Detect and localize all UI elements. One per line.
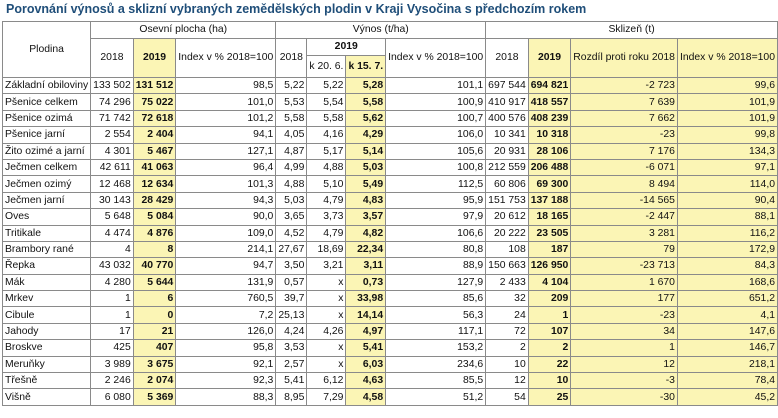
row-label: Cibule	[3, 307, 91, 323]
cell-s2019: 69 300	[528, 176, 571, 192]
row-label: Mák	[3, 274, 91, 290]
cell-sidx: 218,1	[677, 356, 777, 372]
cell-aidx: 760,5	[176, 291, 276, 307]
cell-v2018: 4,05	[276, 127, 307, 143]
cell-v15: 3,57	[346, 209, 386, 225]
cell-v20: 7,29	[307, 389, 346, 405]
cell-a2019: 5 084	[133, 209, 176, 225]
cell-v2018: 5,22	[276, 78, 307, 94]
cell-s2019: 10 318	[528, 127, 571, 143]
cell-aidx: 7,2	[176, 307, 276, 323]
cell-vidx: 56,3	[386, 307, 486, 323]
cell-v2018: 39,7	[276, 291, 307, 307]
cell-s2018: 151 753	[486, 192, 529, 208]
cell-v15: 14,14	[346, 307, 386, 323]
table-row	[3, 340, 778, 356]
cell-v2018: 0,57	[276, 274, 307, 290]
header-s-index: Index v % 2018=100	[677, 39, 777, 78]
cell-s2018: 697 544	[486, 78, 529, 94]
row-label: Tritikale	[3, 225, 91, 241]
cell-s2019: 187	[528, 241, 571, 257]
cell-sdiff: 1	[571, 340, 678, 356]
cell-v15: 33,98	[346, 291, 386, 307]
cell-sdiff: -3	[571, 373, 678, 389]
cell-s2019: 25	[528, 389, 571, 405]
cell-v15: 4,63	[346, 373, 386, 389]
cell-a2019: 12 634	[133, 176, 176, 192]
cell-sdiff: 7 639	[571, 94, 678, 110]
table-row	[3, 78, 778, 94]
table-row	[3, 127, 778, 143]
cell-aidx: 109,0	[176, 225, 276, 241]
row-label: Žito ozimé a jarní	[3, 143, 91, 159]
row-label: Brambory rané	[3, 241, 91, 257]
cell-a2018: 6 080	[91, 389, 134, 405]
cell-sdiff: 7 176	[571, 143, 678, 159]
cell-v20: x	[307, 307, 346, 323]
cell-sidx: 88,1	[677, 209, 777, 225]
header-k15: k 15. 7.	[346, 56, 386, 78]
cell-vidx: 88,9	[386, 258, 486, 274]
cell-s2019: 10	[528, 373, 571, 389]
cell-sdiff: 12	[571, 356, 678, 372]
cell-v15: 5,41	[346, 340, 386, 356]
cell-s2018: 32	[486, 291, 529, 307]
cell-v20: 4,26	[307, 323, 346, 339]
cell-sidx: 78,4	[677, 373, 777, 389]
header-a-index: Index v % 2018=100	[176, 39, 276, 78]
cell-a2018: 2 554	[91, 127, 134, 143]
cell-v2018: 25,13	[276, 307, 307, 323]
cell-v20: 5,58	[307, 110, 346, 126]
cell-v15: 6,03	[346, 356, 386, 372]
cell-sdiff: -6 071	[571, 159, 678, 175]
cell-vidx: 97,9	[386, 209, 486, 225]
table-row	[3, 209, 778, 225]
header-k20: k 20. 6.	[307, 56, 346, 78]
cell-aidx: 101,2	[176, 110, 276, 126]
header-a2019: 2019	[133, 39, 176, 78]
cell-v15: 5,49	[346, 176, 386, 192]
cell-a2018: 133 502	[91, 78, 134, 94]
header-s-rozdil: Rozdíl proti roku 2018	[571, 39, 678, 78]
cell-v15: 5,62	[346, 110, 386, 126]
row-label: Ječmen ozimý	[3, 176, 91, 192]
table-row	[3, 176, 778, 192]
cell-v20: 18,69	[307, 241, 346, 257]
cell-a2018: 1	[91, 307, 134, 323]
cell-sdiff: 8 494	[571, 176, 678, 192]
cell-a2019: 3 675	[133, 356, 176, 372]
cell-v20: 4,79	[307, 225, 346, 241]
cell-sidx: 99,6	[677, 78, 777, 94]
cell-aidx: 131,9	[176, 274, 276, 290]
header-v2018: 2018	[276, 39, 307, 78]
cell-s2019: 694 821	[528, 78, 571, 94]
cell-sidx: 101,9	[677, 110, 777, 126]
cell-a2019: 131 512	[133, 78, 176, 94]
row-label: Broskve	[3, 340, 91, 356]
cell-sdiff: -30	[571, 389, 678, 405]
cell-s2018: 60 806	[486, 176, 529, 192]
cell-sidx: 168,6	[677, 274, 777, 290]
cell-v2018: 3,53	[276, 340, 307, 356]
cell-v2018: 4,99	[276, 159, 307, 175]
cell-a2019: 41 063	[133, 159, 176, 175]
cell-sidx: 651,2	[677, 291, 777, 307]
cell-sdiff: 1 670	[571, 274, 678, 290]
cell-s2018: 20 931	[486, 143, 529, 159]
cell-s2018: 10	[486, 356, 529, 372]
table-row	[3, 192, 778, 208]
row-label: Jahody	[3, 323, 91, 339]
cell-a2018: 3 989	[91, 356, 134, 372]
cell-a2018: 74 296	[91, 94, 134, 110]
cell-v15: 5,58	[346, 94, 386, 110]
cell-a2018: 30 143	[91, 192, 134, 208]
row-label: Řepka	[3, 258, 91, 274]
cell-vidx: 100,8	[386, 159, 486, 175]
row-label: Pšenice celkem	[3, 94, 91, 110]
cell-aidx: 127,1	[176, 143, 276, 159]
cell-vidx: 106,0	[386, 127, 486, 143]
cell-v15: 5,03	[346, 159, 386, 175]
header-s2019: 2019	[528, 39, 571, 78]
header-v2019: 2019	[307, 39, 386, 56]
header-s2018: 2018	[486, 39, 529, 78]
cell-s2018: 20 222	[486, 225, 529, 241]
cell-sdiff: -14 565	[571, 192, 678, 208]
header-osevni-plocha: Osevní plocha (ha)	[91, 22, 276, 39]
cell-aidx: 101,0	[176, 94, 276, 110]
header-a2018: 2018	[91, 39, 134, 78]
cell-aidx: 88,3	[176, 389, 276, 405]
cell-v2018: 5,03	[276, 192, 307, 208]
cell-s2018: 410 917	[486, 94, 529, 110]
cell-s2018: 12	[486, 373, 529, 389]
cell-s2019: 209	[528, 291, 571, 307]
cell-vidx: 117,1	[386, 323, 486, 339]
cell-s2018: 108	[486, 241, 529, 257]
cell-a2018: 1	[91, 291, 134, 307]
cell-sidx: 101,9	[677, 94, 777, 110]
cell-a2018: 42 611	[91, 159, 134, 175]
table-row	[3, 307, 778, 323]
cell-aidx: 94,3	[176, 192, 276, 208]
row-label: Ječmen celkem	[3, 159, 91, 175]
cell-v2018: 2,57	[276, 356, 307, 372]
cell-aidx: 95,8	[176, 340, 276, 356]
cell-v20: 3,21	[307, 258, 346, 274]
cell-a2018: 425	[91, 340, 134, 356]
cell-vidx: 127,9	[386, 274, 486, 290]
cell-s2019: 1	[528, 307, 571, 323]
cell-sdiff: 79	[571, 241, 678, 257]
cell-s2018: 2	[486, 340, 529, 356]
table-row	[3, 291, 778, 307]
cell-a2018: 4 280	[91, 274, 134, 290]
cell-vidx: 101,1	[386, 78, 486, 94]
cell-sidx: 116,2	[677, 225, 777, 241]
cell-v20: 4,79	[307, 192, 346, 208]
cell-a2019: 40 770	[133, 258, 176, 274]
cell-v20: x	[307, 356, 346, 372]
table-row	[3, 373, 778, 389]
table-row	[3, 356, 778, 372]
cell-s2018: 10 341	[486, 127, 529, 143]
cell-v15: 4,97	[346, 323, 386, 339]
cell-sdiff: -2 447	[571, 209, 678, 225]
cell-v2018: 27,67	[276, 241, 307, 257]
cell-vidx: 100,7	[386, 110, 486, 126]
cell-sidx: 84,3	[677, 258, 777, 274]
cell-a2018: 17	[91, 323, 134, 339]
cell-sidx: 4,1	[677, 307, 777, 323]
page-title: Porovnání výnosů a sklizní vybraných zemědělských plodin v Kraji Vysočina s předchozím rokem	[6, 2, 587, 16]
cell-s2019: 418 557	[528, 94, 571, 110]
cell-v2018: 5,53	[276, 94, 307, 110]
cell-v2018: 4,87	[276, 143, 307, 159]
cell-a2019: 2 074	[133, 373, 176, 389]
cell-a2018: 71 742	[91, 110, 134, 126]
table-row	[3, 241, 778, 257]
cell-v2018: 4,88	[276, 176, 307, 192]
cell-sidx: 90,4	[677, 192, 777, 208]
cell-v15: 5,28	[346, 78, 386, 94]
row-label: Oves	[3, 209, 91, 225]
cell-sidx: 134,3	[677, 143, 777, 159]
cell-s2019: 107	[528, 323, 571, 339]
cell-v2018: 8,95	[276, 389, 307, 405]
row-label: Základní obiloviny	[3, 78, 91, 94]
row-label: Meruňky	[3, 356, 91, 372]
cell-s2018: 24	[486, 307, 529, 323]
cell-v2018: 3,50	[276, 258, 307, 274]
cell-v15: 4,82	[346, 225, 386, 241]
cell-sidx: 172,9	[677, 241, 777, 257]
cell-a2018: 12 468	[91, 176, 134, 192]
cell-vidx: 51,2	[386, 389, 486, 405]
cell-v15: 4,29	[346, 127, 386, 143]
table-row	[3, 94, 778, 110]
crop-comparison-table	[2, 21, 778, 406]
cell-v2018: 3,65	[276, 209, 307, 225]
cell-v15: 4,58	[346, 389, 386, 405]
cell-a2018: 4 474	[91, 225, 134, 241]
table-row	[3, 159, 778, 175]
cell-s2019: 4 104	[528, 274, 571, 290]
cell-v15: 4,83	[346, 192, 386, 208]
cell-s2019: 137 188	[528, 192, 571, 208]
cell-a2019: 6	[133, 291, 176, 307]
cell-aidx: 126,0	[176, 323, 276, 339]
cell-v20: 4,88	[307, 159, 346, 175]
cell-vidx: 85,6	[386, 291, 486, 307]
cell-sdiff: 7 662	[571, 110, 678, 126]
cell-v15: 5,14	[346, 143, 386, 159]
cell-vidx: 85,5	[386, 373, 486, 389]
header-plodina: Plodina	[3, 22, 91, 78]
cell-sdiff: 177	[571, 291, 678, 307]
cell-a2018: 43 032	[91, 258, 134, 274]
table-row	[3, 274, 778, 290]
cell-v20: 5,10	[307, 176, 346, 192]
cell-v2018: 5,58	[276, 110, 307, 126]
table-row	[3, 323, 778, 339]
cell-s2019: 126 950	[528, 258, 571, 274]
cell-aidx: 94,7	[176, 258, 276, 274]
cell-sidx: 99,8	[677, 127, 777, 143]
cell-sdiff: -23	[571, 127, 678, 143]
cell-s2019: 23 505	[528, 225, 571, 241]
header-v-index: Index v % 2018=100	[386, 39, 486, 78]
cell-sdiff: 34	[571, 323, 678, 339]
cell-a2019: 2 404	[133, 127, 176, 143]
cell-vidx: 153,2	[386, 340, 486, 356]
cell-a2018: 5 648	[91, 209, 134, 225]
cell-s2018: 150 663	[486, 258, 529, 274]
cell-v2018: 4,52	[276, 225, 307, 241]
header-sklizen: Sklizeň (t)	[486, 22, 778, 39]
cell-s2019: 18 165	[528, 209, 571, 225]
cell-aidx: 101,3	[176, 176, 276, 192]
cell-sdiff: 3 281	[571, 225, 678, 241]
cell-s2018: 54	[486, 389, 529, 405]
row-label: Pšenice jarní	[3, 127, 91, 143]
cell-a2019: 72 618	[133, 110, 176, 126]
table-row	[3, 143, 778, 159]
cell-sidx: 97,1	[677, 159, 777, 175]
cell-s2018: 72	[486, 323, 529, 339]
cell-v20: x	[307, 340, 346, 356]
cell-v20: 3,73	[307, 209, 346, 225]
cell-vidx: 80,8	[386, 241, 486, 257]
cell-s2019: 2	[528, 340, 571, 356]
row-label: Višně	[3, 389, 91, 405]
cell-v2018: 4,24	[276, 323, 307, 339]
row-label: Třešně	[3, 373, 91, 389]
row-label: Pšenice ozimá	[3, 110, 91, 126]
cell-sidx: 114,0	[677, 176, 777, 192]
cell-v15: 22,34	[346, 241, 386, 257]
cell-a2019: 5 644	[133, 274, 176, 290]
cell-v20: 5,17	[307, 143, 346, 159]
cell-a2019: 8	[133, 241, 176, 257]
table-row	[3, 389, 778, 405]
cell-a2018: 4 301	[91, 143, 134, 159]
cell-v20: x	[307, 274, 346, 290]
cell-a2019: 5 369	[133, 389, 176, 405]
cell-aidx: 96,4	[176, 159, 276, 175]
cell-v20: 5,22	[307, 78, 346, 94]
cell-vidx: 112,5	[386, 176, 486, 192]
cell-a2019: 407	[133, 340, 176, 356]
cell-aidx: 94,1	[176, 127, 276, 143]
cell-v20: 6,12	[307, 373, 346, 389]
cell-a2018: 2 246	[91, 373, 134, 389]
cell-v20: 4,16	[307, 127, 346, 143]
cell-v20: 5,54	[307, 94, 346, 110]
cell-v20: x	[307, 291, 346, 307]
cell-sidx: 45,2	[677, 389, 777, 405]
cell-sdiff: -23	[571, 307, 678, 323]
cell-sidx: 147,6	[677, 323, 777, 339]
cell-vidx: 106,6	[386, 225, 486, 241]
cell-sidx: 146,7	[677, 340, 777, 356]
cell-vidx: 105,6	[386, 143, 486, 159]
cell-a2019: 21	[133, 323, 176, 339]
cell-s2019: 22	[528, 356, 571, 372]
cell-aidx: 214,1	[176, 241, 276, 257]
row-label: Mrkev	[3, 291, 91, 307]
cell-s2018: 400 576	[486, 110, 529, 126]
cell-s2019: 28 106	[528, 143, 571, 159]
table-row	[3, 225, 778, 241]
cell-a2019: 5 467	[133, 143, 176, 159]
cell-s2019: 408 239	[528, 110, 571, 126]
cell-aidx: 98,5	[176, 78, 276, 94]
cell-s2018: 20 612	[486, 209, 529, 225]
header-vynos: Výnos (t/ha)	[276, 22, 486, 39]
table-row	[3, 258, 778, 274]
cell-vidx: 234,6	[386, 356, 486, 372]
cell-a2019: 75 022	[133, 94, 176, 110]
cell-aidx: 92,3	[176, 373, 276, 389]
cell-aidx: 90,0	[176, 209, 276, 225]
cell-vidx: 100,9	[386, 94, 486, 110]
table-row	[3, 110, 778, 126]
cell-a2019: 4 876	[133, 225, 176, 241]
cell-sdiff: -2 723	[571, 78, 678, 94]
cell-s2018: 2 433	[486, 274, 529, 290]
cell-s2019: 206 488	[528, 159, 571, 175]
cell-v2018: 5,41	[276, 373, 307, 389]
cell-v15: 3,11	[346, 258, 386, 274]
cell-a2019: 28 429	[133, 192, 176, 208]
cell-a2018: 4	[91, 241, 134, 257]
cell-a2019: 0	[133, 307, 176, 323]
cell-vidx: 95,9	[386, 192, 486, 208]
cell-sdiff: -23 713	[571, 258, 678, 274]
cell-v15: 0,73	[346, 274, 386, 290]
cell-s2018: 212 559	[486, 159, 529, 175]
row-label: Ječmen jarní	[3, 192, 91, 208]
cell-aidx: 92,1	[176, 356, 276, 372]
